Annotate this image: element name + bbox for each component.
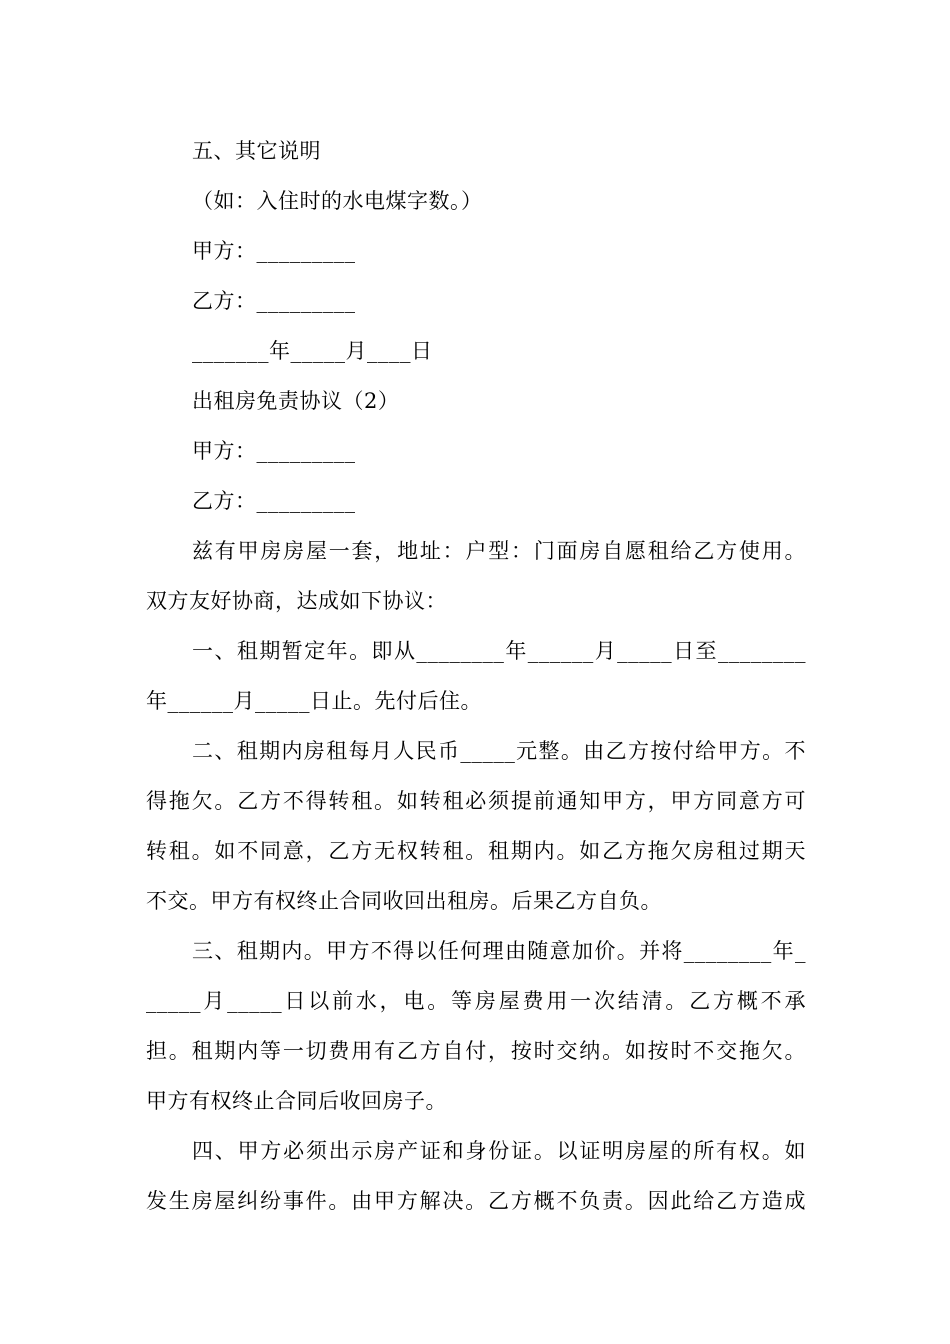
clause-two-line-2: 得拖欠。乙方不得转租。如转租必须提前通知甲方，甲方同意方可: [146, 789, 806, 813]
paragraph-intro-line-1: 兹有甲房房屋一套，地址：户型：门面房自愿租给乙方使用。: [192, 539, 806, 563]
document-body: [146, 126, 806, 1226]
party-a-line: 甲方：_________: [192, 439, 356, 463]
section-five-heading: 五、其它说明: [192, 139, 321, 163]
date-line: _______年_____月____日: [192, 339, 433, 363]
section-five-note: （如：入住时的水电煤字数。）: [192, 189, 483, 213]
clause-three-line-2: _____月_____日以前水，电。等房屋费用一次结清。乙方概不承: [146, 989, 806, 1013]
clause-two-line-3: 转租。如不同意，乙方无权转租。租期内。如乙方拖欠房租过期天: [146, 839, 806, 863]
clause-three-line-1: 三、租期内。甲方不得以任何理由随意加价。并将________年_: [192, 939, 806, 963]
agreement-title: 出租房免责协议（2）: [192, 389, 400, 413]
clause-three-line-3: 担。租期内等一切费用有乙方自付，按时交纳。如按时不交拖欠。: [146, 1039, 806, 1063]
paragraph-intro-line-2: 双方友好协商，达成如下协议：: [146, 589, 447, 613]
clause-one-line-2: 年______月_____日止。先付后住。: [146, 689, 482, 713]
clause-three-line-4: 甲方有权终止合同后收回房子。: [146, 1089, 447, 1113]
clause-one-line-1: 一、租期暂定年。即从________年______月_____日至________: [192, 639, 806, 663]
clause-four-line-2: 发生房屋纠纷事件。由甲方解决。乙方概不负责。因此给乙方造成: [146, 1189, 806, 1213]
party-a-signature-line: 甲方：_________: [192, 239, 356, 263]
clause-two-line-1: 二、租期内房租每月人民币_____元整。由乙方按付给甲方。不: [192, 739, 806, 763]
clause-four-line-1: 四、甲方必须出示房产证和身份证。以证明房屋的所有权。如: [192, 1139, 806, 1163]
party-b-signature-line: 乙方：_________: [192, 289, 356, 313]
clause-two-line-4: 不交。甲方有权终止合同收回出租房。后果乙方自负。: [146, 889, 662, 913]
party-b-line: 乙方：_________: [192, 489, 356, 513]
